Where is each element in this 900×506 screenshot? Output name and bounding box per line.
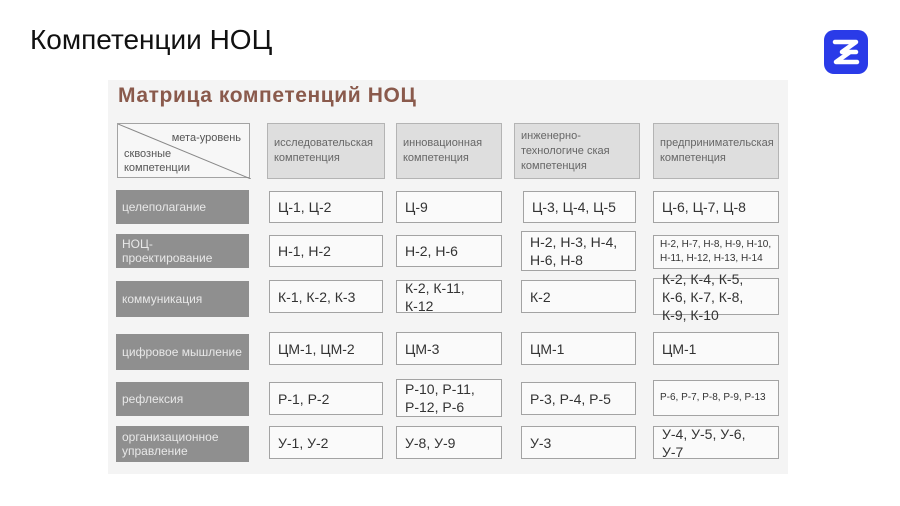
matrix-cell: У-1, У-2 [269,426,383,459]
matrix-cell: ЦМ-1 [521,332,636,365]
matrix-cell: Ц-3, Ц-4, Ц-5 [523,191,636,223]
matrix-cell: У-8, У-9 [396,426,502,459]
matrix-cell: Н-1, Н-2 [269,235,383,267]
matrix-cell: ЦМ-3 [396,332,502,365]
matrix-cell: Н-2, Н-3, Н-4, Н-6, Н-8 [521,231,636,271]
corner-top-label: мета-уровень [171,132,241,144]
matrix-corner-cell [117,123,250,178]
row-header-communication: коммуникация [116,281,249,317]
row-header-reflection: рефлексия [116,382,249,416]
matrix-cell: У-4, У-5, У-6, У-7 [653,426,779,459]
matrix-cell: Р-10, Р-11, Р-12, Р-6 [396,379,502,417]
matrix-cell: К-2, К-11, К-12 [396,280,502,313]
column-header-engineering: инженерно-технологиче ская компетенция [514,123,640,179]
competence-matrix [108,80,788,474]
matrix-cell: У-3 [521,426,636,459]
matrix-cell: Ц-1, Ц-2 [269,191,383,223]
row-header-org-management: организационное управление [116,426,249,462]
row-header-project-design: НОЦ-проектирование [116,234,249,268]
brand-logo-icon [824,30,868,74]
matrix-cell: К-1, К-2, К-3 [269,280,383,313]
column-header-innovation: инновационная компетенция [396,123,502,179]
matrix-title: Матрица компетенций НОЦ [118,84,417,107]
matrix-cell: Р-3, Р-4, Р-5 [521,382,636,415]
matrix-cell: Ц-6, Ц-7, Ц-8 [653,191,779,223]
matrix-cell: К-2 [521,280,636,313]
matrix-cell: Н-2, Н-7, Н-8, Н-9, Н-10, Н-11, Н-12, Н-13, Н-14 [653,235,779,269]
row-header-goal-setting: целеполагание [116,190,249,224]
matrix-cell: ЦМ-1 [653,332,779,365]
column-header-research: исследовательская компетенция [267,123,385,179]
corner-bottom-label: сквозные компетенции [124,148,191,174]
matrix-cell: Р-1, Р-2 [269,382,383,415]
matrix-cell: Р-6, Р-7, Р-8, Р-9, Р-13 [653,380,779,416]
matrix-cell: Н-2, Н-6 [396,235,502,267]
matrix-cell: К-2, К-4, К-5, К-6, К-7, К-8, К-9, К-10 [653,278,779,315]
slide-title: Компетенции НОЦ [30,24,273,55]
column-header-entrepreneurial: предпринимательская компетенция [653,123,779,179]
row-header-digital-thinking: цифровое мышление [116,334,249,370]
matrix-cell: ЦМ-1, ЦМ-2 [269,332,383,365]
matrix-cell: Ц-9 [396,191,502,223]
